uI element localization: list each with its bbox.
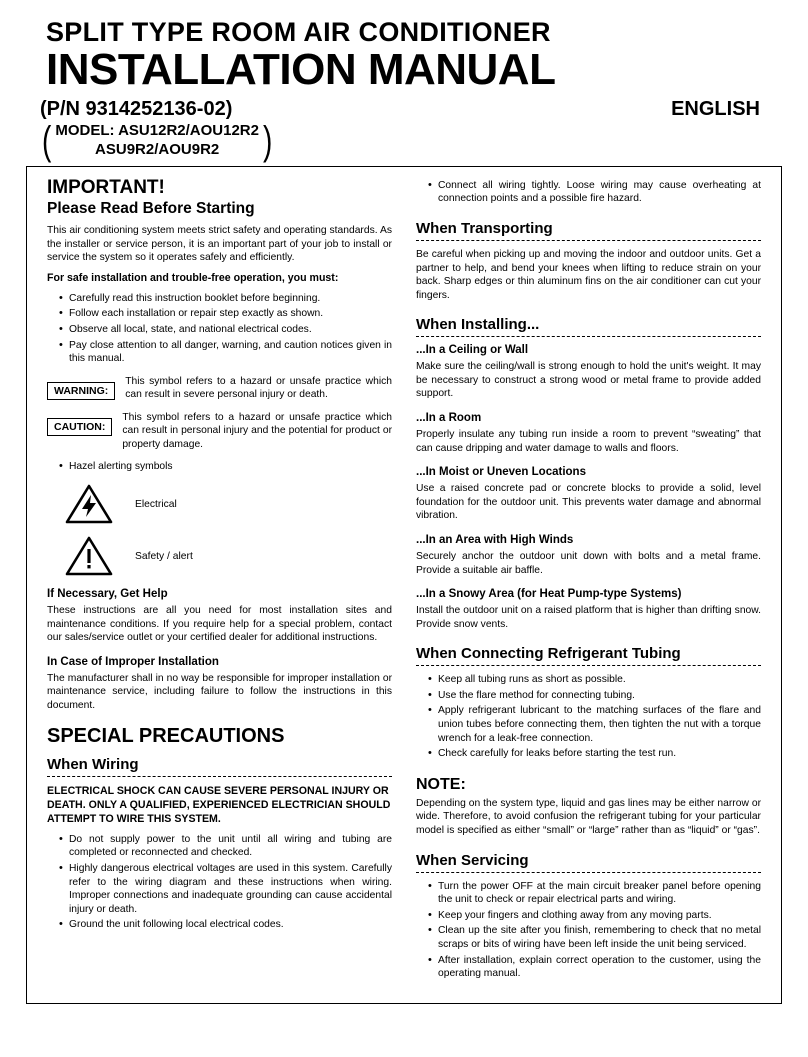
list-item: • Hazel alerting symbols	[61, 460, 392, 474]
warning-text: This symbol refers to a hazard or unsafe practice which can result in severe personal injury or death.	[125, 375, 392, 401]
list-item: • Turn the power OFF at the main circuit breaker panel before opening the unit to check or repair electrical parts and wiring.	[430, 880, 761, 907]
list-item: • Apply refrigerant lubricant to the matching surfaces of the flare and union tubes before connecting them, then tighten the nut with a torque wrench for a leak-free connection.	[430, 704, 761, 745]
divider	[416, 872, 761, 873]
intro-paragraph: This air conditioning system meets strict safety and operating standards. As the installer or service person, it is an important part of your job to install or service the system so it operates safely and efficiently.	[47, 225, 392, 264]
refrigerant-tubing-heading: When Connecting Refrigerant Tubing	[416, 645, 681, 663]
ceiling-wall-text: Make sure the ceiling/wall is strong enough to hold the unit's weight. It may be necessary to construct a strong wood or metal frame to provide added support.	[416, 361, 761, 400]
part-number-row	[40, 98, 782, 121]
list-item: • Carefully read this instruction booklet before beginning.	[61, 292, 392, 306]
hazard-symbols-list	[47, 460, 392, 474]
left-column	[35, 177, 404, 997]
tubing-list	[416, 673, 761, 760]
get-help-text: These instructions are all you need for most installation sites and maintenance conditions. If you require help for a special problem, contact our sales/service outlet or your certified dealer for additional instructions.	[47, 605, 392, 644]
in-a-room-text: Properly insulate any tubing run inside a room to prevent “sweating” that can cause dripping and water damage to walls and floors.	[416, 429, 761, 454]
wiring-list	[47, 833, 392, 932]
wiring-continued-list	[416, 179, 761, 206]
when-transporting-heading: When Transporting	[416, 220, 553, 237]
note-text: Depending on the system type, liquid and gas lines may be either narrow or wide. Therefore, to avoid confusion the refrigerant tubing for your particular model is specified as either “small” or “large” rather than as “liquid” or “gas”.	[416, 797, 761, 837]
improper-installation-text: The manufacturer shall in no way be responsible for improper installation or maintenance service, including failure to follow the instructions in this document.	[47, 672, 392, 712]
model-line-2: ASU9R2/AOU9R2	[95, 141, 220, 159]
important-title: IMPORTANT!	[47, 176, 165, 198]
note-heading: NOTE:	[416, 775, 466, 793]
paren-open: (	[41, 119, 52, 164]
divider	[47, 776, 392, 777]
moist-uneven-heading: ...In Moist or Uneven Locations	[416, 466, 586, 479]
list-item: • Connect all wiring tightly. Loose wiring may cause overheating at connection points and a possible fire hazard.	[430, 179, 761, 206]
snowy-area-heading: ...In a Snowy Area (for Heat Pump-type Systems)	[416, 588, 682, 601]
safety-symbol-row	[65, 535, 392, 577]
electrical-symbol-row	[65, 483, 392, 525]
list-item: • Clean up the site after you finish, remembering to check that no metal scraps or bits of wiring have been left inside the unit being serviced.	[430, 924, 761, 951]
get-help-heading: If Necessary, Get Help	[47, 588, 168, 601]
part-number: (P/N 9314252136-02)	[40, 98, 233, 121]
transporting-text: Be careful when picking up and moving the indoor and outdoor units. Get a partner to help, and bend your knees when lifting to reduce strain on your back. Sharp edges or thin aluminum fins on the air conditioner can cut your fingers.	[416, 249, 761, 301]
caution-row	[47, 411, 392, 452]
list-item: • Follow each installation or repair step exactly as shown.	[61, 307, 392, 321]
when-installing-heading: When Installing...	[416, 316, 540, 334]
safe-operation-list	[47, 292, 392, 366]
caution-text: This symbol refers to a hazard or unsafe practice which can result in personal injury and the potential for product or property damage.	[122, 411, 392, 450]
list-item: • Check carefully for leaks before starting the test run.	[430, 747, 761, 761]
divider	[416, 336, 761, 337]
list-item: • Keep your fingers and clothing away from any moving parts.	[430, 909, 761, 923]
please-read-subtitle: Please Read Before Starting	[47, 199, 255, 217]
list-item: • Do not supply power to the unit until all wiring and tubing are completed or reconnected and checked.	[61, 833, 392, 860]
high-winds-heading: ...In an Area with High Winds	[416, 533, 574, 546]
when-servicing-heading: When Servicing	[416, 851, 529, 869]
when-wiring-heading: When Wiring	[47, 755, 139, 773]
manual-type-title: SPLIT TYPE ROOM AIR CONDITIONER	[46, 17, 551, 47]
paren-close: )	[262, 119, 273, 164]
warning-badge: WARNING:	[47, 382, 115, 401]
safe-operation-heading: For safe installation and trouble-free operation, you must:	[47, 272, 339, 285]
moist-uneven-text: Use a raised concrete pad or concrete blocks to provide a solid, level foundation for the outdoor unit. This prevents water damage and abnormal vibration.	[416, 483, 761, 522]
ceiling-wall-heading: ...In a Ceiling or Wall	[416, 344, 529, 357]
list-item: • Observe all local, state, and national electrical codes.	[61, 323, 392, 337]
high-winds-text: Securely anchor the outdoor unit down with bolts and a metal frame. Provide a suitable air baffle.	[416, 550, 761, 576]
warning-row	[47, 375, 392, 402]
safety-symbol-label: Safety / alert	[135, 550, 193, 562]
manual-main-title: INSTALLATION MANUAL	[46, 45, 556, 95]
divider	[416, 665, 761, 666]
electrical-hazard-icon	[65, 483, 113, 525]
snowy-area-text: Install the outdoor unit on a raised platform that is higher than drifting snow. Provide snow vents.	[416, 605, 761, 630]
servicing-list	[416, 880, 761, 981]
model-stack	[53, 122, 261, 160]
list-item: • Ground the unit following local electrical codes.	[61, 918, 392, 932]
improper-installation-heading: In Case of Improper Installation	[47, 655, 219, 668]
model-row	[40, 119, 782, 164]
in-a-room-heading: ...In a Room	[416, 412, 482, 425]
model-line-1: MODEL: ASU12R2/AOU12R2	[55, 122, 259, 140]
list-item: • Pay close attention to all danger, warning, and caution notices given in this manual.	[61, 339, 392, 366]
caution-badge: CAUTION:	[47, 418, 112, 437]
list-item: • Keep all tubing runs as short as possible.	[430, 673, 761, 687]
list-item: • Use the flare method for connecting tubing.	[430, 689, 761, 703]
special-precautions-title: SPECIAL PRECAUTIONS	[47, 724, 285, 747]
electrical-shock-warning: ELECTRICAL SHOCK CAN CAUSE SEVERE PERSONAL INJURY OR DEATH. ONLY A QUALIFIED, EXPERIENCED ELECTRICIAN SHOULD ATTEMPT TO WIRE THIS SYSTEM.	[47, 784, 391, 825]
language-label: ENGLISH	[671, 98, 760, 121]
content-frame	[26, 166, 782, 1004]
list-item: • Highly dangerous electrical voltages are used in this system. Carefully refer to the wiring diagram and these instructions when wiring. Improper connections and inadequate grounding can cause accidental injury or death.	[61, 862, 392, 916]
electrical-symbol-label: Electrical	[135, 498, 177, 510]
right-column	[404, 177, 773, 997]
divider	[416, 240, 761, 241]
safety-alert-icon	[65, 535, 113, 577]
list-item: • After installation, explain correct operation to the customer, using the operating manual.	[430, 954, 761, 981]
